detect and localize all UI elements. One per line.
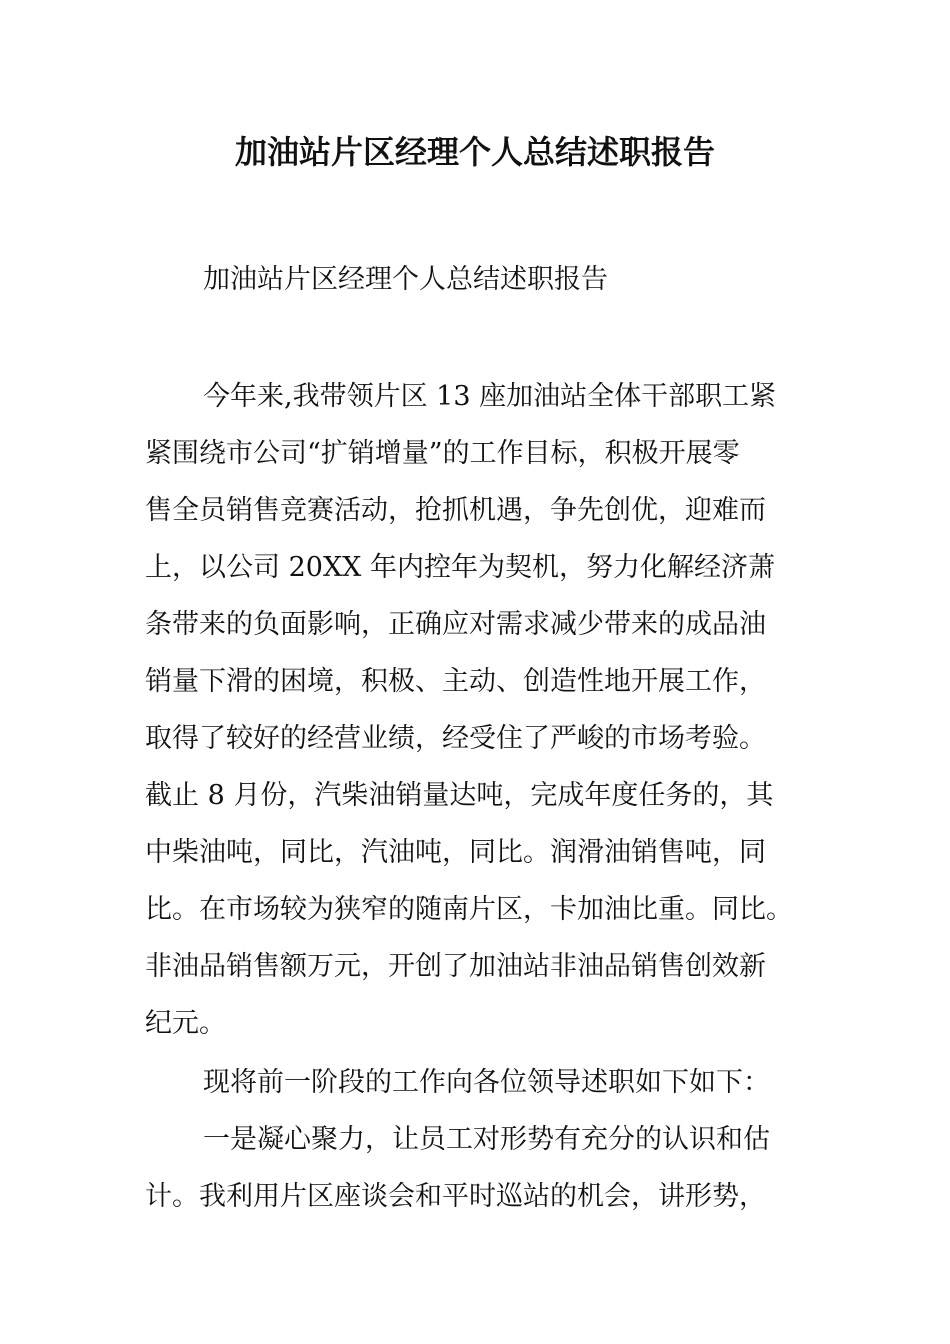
paragraph-line: 现将前一阶段的工作向各位领导述职如下如下：: [203, 1067, 770, 1098]
paragraph-line: 上，以公司 20XX 年内控年为契机，努力化解经济萧: [145, 552, 775, 583]
paragraph-line: 售全员销售竞赛活动，抢抓机遇，争先创优，迎难而: [145, 495, 766, 526]
paragraph-line: 紧围绕市公司“扩销增量”的工作目标，积极开展零: [145, 438, 740, 469]
paragraph-line: 取得了较好的经营业绩，经受住了严峻的市场考验。: [145, 723, 766, 754]
paragraph-line: 销量下滑的困境，积极、主动、创造性地开展工作，: [145, 666, 766, 697]
paragraph-line: 中柴油吨，同比，汽油吨，同比。润滑油销售吨，同: [145, 837, 766, 868]
paragraph-line: 今年来,我带领片区 13 座加油站全体干部职工紧: [203, 381, 777, 412]
paragraph-line: 非油品销售额万元，开创了加油站非油品销售创效新: [145, 951, 766, 982]
paragraph-line: 截止 8 月份，汽柴油销量达吨，完成年度任务的，其: [145, 780, 774, 811]
paragraph-line: 比。在市场较为狭窄的随南片区，卡加油比重。同比。: [145, 894, 793, 925]
paragraph-line: 一是凝心聚力，让员工对形势有充分的认识和估: [203, 1124, 770, 1155]
paragraph-line: 纪元。: [145, 1008, 226, 1039]
paragraph-line: 条带来的负面影响，正确应对需求减少带来的成品油: [145, 609, 766, 640]
paragraph-line: 计。我利用片区座谈会和平时巡站的机会，讲形势，: [145, 1181, 766, 1212]
document-subtitle: 加油站片区经理个人总结述职报告: [203, 264, 608, 295]
document-title: 加油站片区经理个人总结述职报告: [234, 133, 715, 171]
